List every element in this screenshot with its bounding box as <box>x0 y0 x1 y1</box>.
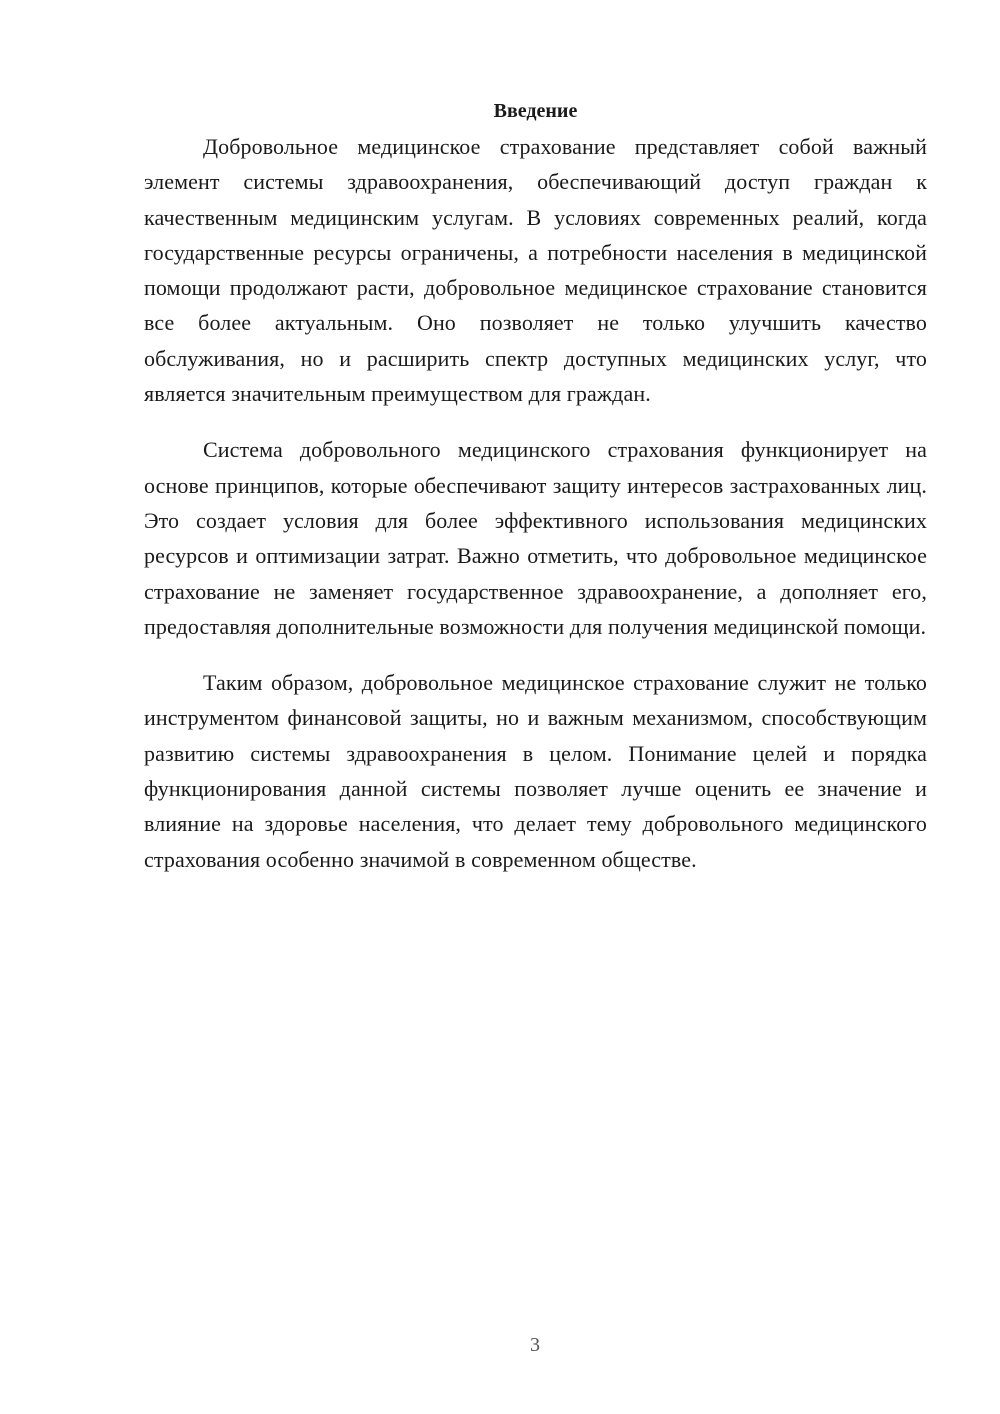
page-content <box>144 96 927 898</box>
paragraph-1: Добровольное медицинское страхование представляет собой важный элемент системы здравоохранения, обеспечивающий доступ граждан к качественным медицинским услугам. В условиях современных реалий, когда государственные ресурсы ограничены, а потребности населения в медицинской помощи продолжают расти, добровольное медицинское страхование становится все более актуальным. Оно позволяет не только улучшить качество обслуживания, но и расширить спектр доступных медицинских услуг, что является значительным преимуществом для граждан. <box>144 134 927 407</box>
section-heading: Введение <box>493 100 578 122</box>
paragraph-3: Таким образом, добровольное медицинское страхование служит не только инструментом финансовой защиты, но и важным механизмом, способствующим развитию системы здравоохранения в целом. Понимание целей и порядка функционирования данной системы позволяет лучше оценить ее значение и влияние на здоровье населения, что делает тему добровольного медицинского страхования особенно значимой в современном обществе. <box>144 670 927 872</box>
page-number: 3 <box>530 1334 540 1356</box>
paragraph-2: Система добровольного медицинского страхования функционирует на основе принципов, которые обеспечивают защиту интересов застрахованных лиц. Это создает условия для более эффективного использования медицинских ресурсов и оптимизации затрат. Важно отметить, что добровольное медицинское страхование не заменяет государственное здравоохранение, а дополняет его, предоставляя дополнительные возможности для получения медицинской помощи. <box>144 437 927 639</box>
